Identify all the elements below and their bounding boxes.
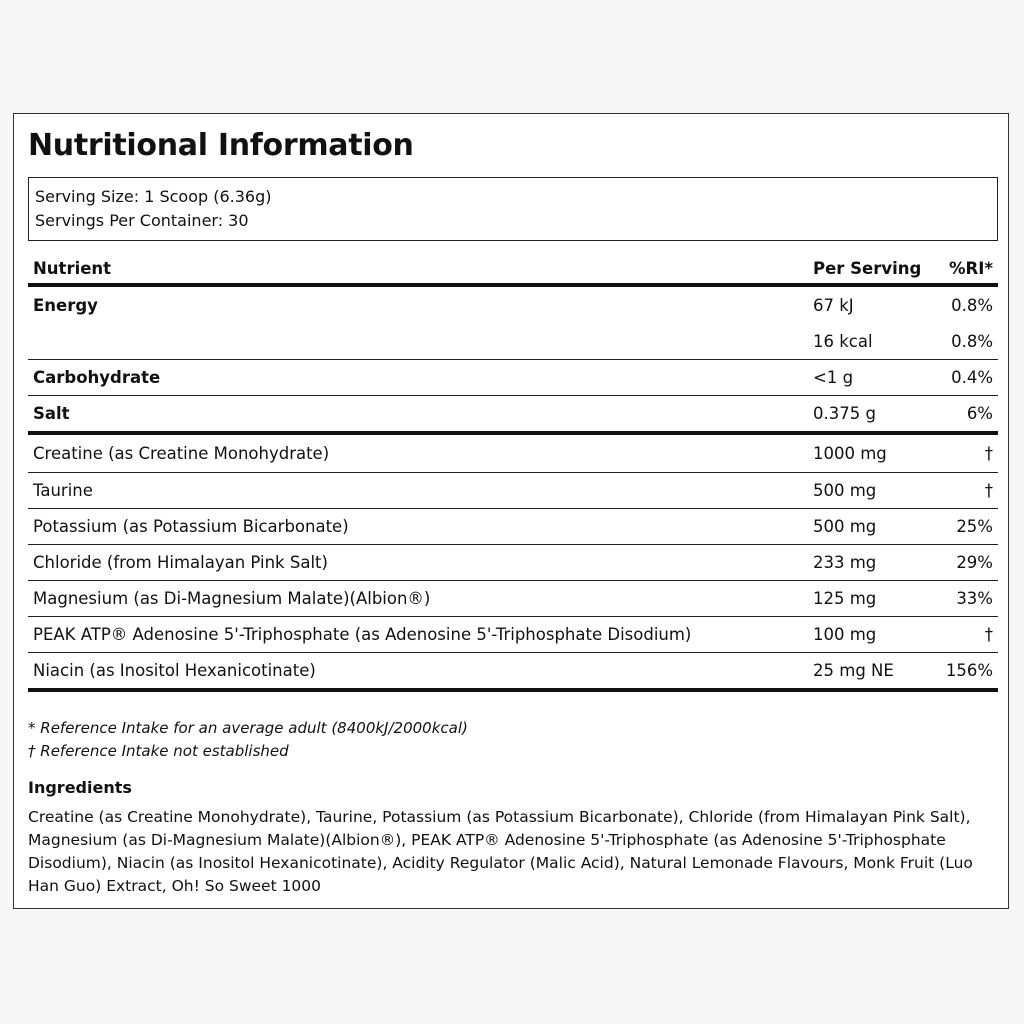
table-header-row [28, 253, 998, 285]
row-amount: 16 kcal [813, 332, 873, 351]
row-ri: 33% [956, 589, 993, 608]
table-row [28, 545, 998, 581]
nutrition-table [28, 253, 998, 692]
row-nutrient: Carbohydrate [33, 368, 161, 387]
row-ri: 0.8% [951, 332, 993, 351]
row-ri: 0.4% [951, 368, 993, 387]
header-ri: %RI* [948, 258, 993, 278]
table-row [28, 324, 998, 360]
row-amount: 100 mg [813, 625, 877, 644]
row-nutrient: Potassium (as Potassium Bicarbonate) [33, 517, 349, 536]
row-amount: 233 mg [813, 553, 877, 572]
row-nutrient: Chloride (from Himalayan Pink Salt) [33, 553, 328, 572]
row-nutrient: Salt [33, 404, 70, 423]
row-ri: 29% [956, 553, 993, 572]
row-amount: 1000 mg [813, 444, 887, 463]
table-row [28, 653, 998, 691]
table-row [28, 509, 998, 545]
row-ri: † [984, 444, 993, 463]
table-row [28, 617, 998, 653]
row-nutrient [28, 324, 808, 360]
row-nutrient: Magnesium (as Di-Magnesium Malate)(Albion®) [33, 589, 431, 608]
row-amount: <1 g [813, 368, 854, 387]
table-row [28, 433, 998, 473]
row-ri: 6% [966, 404, 993, 423]
table-row [28, 285, 998, 324]
row-nutrient: PEAK ATP® Adenosine 5'-Triphosphate (as Adenosine 5'-Triphosphate Disodium) [33, 625, 692, 644]
row-nutrient: Taurine [33, 481, 93, 500]
row-ri: 0.8% [951, 296, 993, 315]
footnotes [28, 717, 468, 763]
table-row [28, 473, 998, 509]
dagger-footnote: † Reference Intake not established [28, 742, 289, 760]
row-amount: 125 mg [813, 589, 877, 608]
row-ri: † [984, 625, 993, 644]
header-nutrient: Nutrient [33, 258, 112, 278]
page-title: Nutritional Information [28, 128, 414, 163]
row-amount: 25 mg NE [813, 661, 894, 680]
serving-size: Serving Size: 1 Scoop (6.36g) [35, 187, 272, 206]
table-row [28, 581, 998, 617]
nutrition-panel [13, 113, 1009, 909]
row-amount: 67 kJ [813, 296, 854, 315]
header-per-serving: Per Serving [813, 258, 922, 278]
row-nutrient: Creatine (as Creatine Monohydrate) [33, 444, 330, 463]
row-amount: 500 mg [813, 481, 877, 500]
row-nutrient: Energy [33, 296, 98, 315]
row-nutrient: Niacin (as Inositol Hexanicotinate) [33, 661, 316, 680]
row-ri: † [984, 481, 993, 500]
table-row [28, 360, 998, 396]
ri-footnote: * Reference Intake for an average adult (8400kJ/2000kcal) [28, 719, 468, 737]
row-ri: 25% [956, 517, 993, 536]
row-amount: 500 mg [813, 517, 877, 536]
row-amount: 0.375 g [813, 404, 876, 423]
row-ri: 156% [945, 661, 993, 680]
ingredients-heading: Ingredients [28, 778, 132, 797]
table-row [28, 396, 998, 434]
servings-per-container: Servings Per Container: 30 [35, 211, 249, 230]
serving-info-box [28, 177, 998, 241]
ingredients-text: Creatine (as Creatine Monohydrate), Taurine, Potassium (as Potassium Bicarbonate), Chloride (from Himalayan Pink Salt), Magnesium (as Di-Magnesium Malate)(Albion®), PEAK ATP® Adenosine 5'-Triphosphate (as Adenosine 5'-Triphosphate Disodium), Niacin (as Inositol Hexanicotinate), Acidity Regulator (Malic Acid), Natural Lemonade Flavours, Monk Fruit (Luo Han Guo) Extract, Oh! So Sweet 1000 [28, 808, 973, 895]
